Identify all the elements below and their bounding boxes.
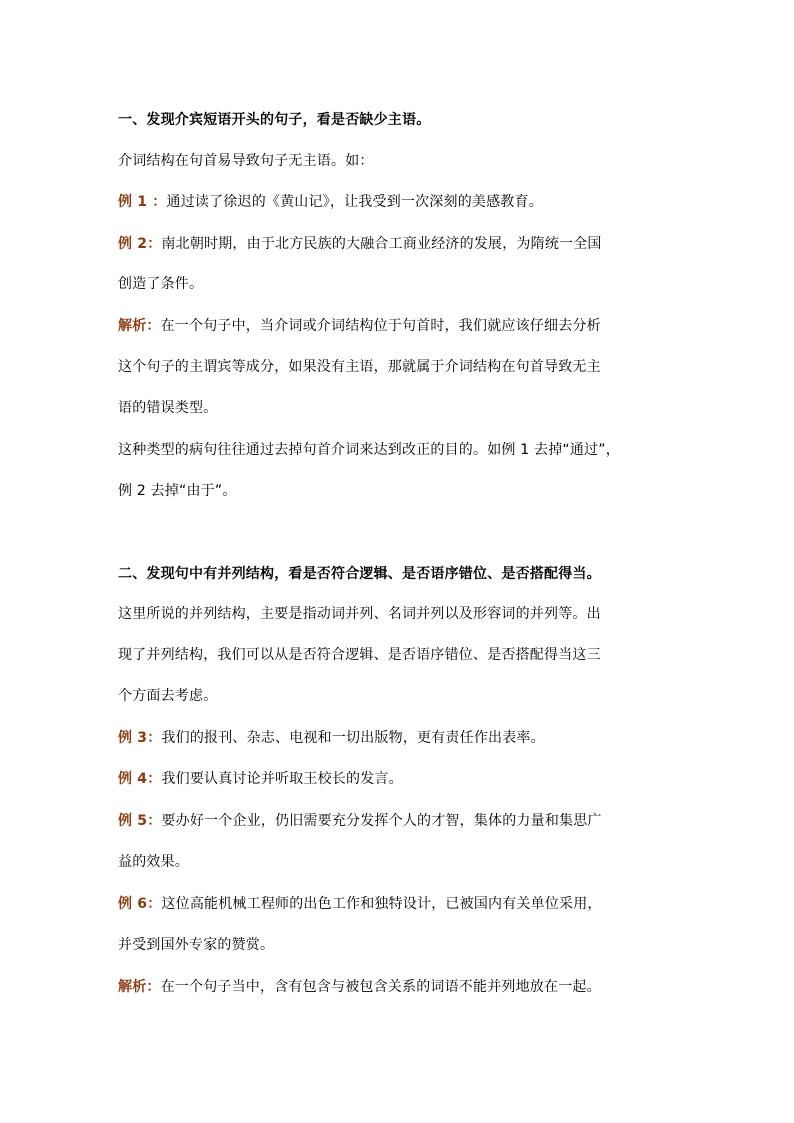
analysis-2-text: 在一个句子当中，含有包含与被包含关系的词语不能并列地放在一起。 [160, 979, 601, 995]
example-4-label: 例 4： [118, 771, 162, 787]
section2-intro-line-2: 现了并列结构，我们可以从是否符合逻辑、是否语序错位、是否搭配得当这三 [118, 647, 601, 663]
section2-intro-line-3: 个方面去考虑。 [118, 688, 218, 704]
example-2-continuation: 创造了条件。 [118, 276, 204, 292]
analysis-1-label: 解析： [118, 318, 161, 334]
example-5-text: 要办好一个企业，仍旧需要充分发挥个人的才智，集体的力量和集思广 [161, 813, 602, 829]
example-5-label: 例 5： [118, 813, 162, 829]
section1-intro: 介词结构在句首易导致句子无主语。如： [118, 153, 374, 169]
example-3-label: 例 3： [118, 730, 162, 746]
example-2-text: 南北朝时期，由于北方民族的大融合工商业经济的发展，为隋统一全国 [161, 236, 602, 252]
example-5 [118, 811, 602, 831]
note-line-2: 例 2 去掉“由于”。 [118, 483, 237, 499]
example-4 [118, 769, 403, 789]
analysis-2-label: 解析： [118, 979, 161, 995]
section1-heading: 一、发现介宾短语开头的句子，看是否缺少主语。 [118, 112, 431, 128]
example-6-continuation: 并受到国外专家的赞赏。 [118, 937, 275, 953]
example-1-label: 例 1 ： [118, 194, 167, 210]
section2-intro-line-1: 这里所说的并列结构，主要是指动词并列、名词并列以及形容词的并列等。出 [118, 606, 601, 622]
example-1-text: 通过读了徐迟的《黄山记》，让我受到一次深刻的美感教育。 [166, 194, 543, 210]
note-line-1: 这种类型的病句往往通过去掉句首介词来达到改正的目的。如例 1 去掉“通过”， [118, 442, 620, 458]
analysis-1-line-2: 这个句子的主谓宾等成分，如果没有主语，那就属于介词结构在句首导致无主 [118, 359, 601, 375]
analysis-1-text: 在一个句子中，当介词或介词结构位于句首时，我们就应该仔细去分析 [160, 318, 601, 334]
analysis-1-line-3: 语的错误类型。 [118, 400, 218, 416]
example-3-text: 我们的报刊、杂志、电视和一切出版物，更有责任作出表率。 [161, 730, 545, 746]
example-5-continuation: 益的效果。 [118, 854, 189, 870]
example-3 [118, 728, 545, 748]
analysis-2 [118, 977, 601, 997]
example-2-label: 例 2： [118, 236, 162, 252]
example-1 [118, 192, 543, 212]
example-2 [118, 234, 602, 254]
example-6-text: 这位高能机械工程师的出色工作和独特设计，已被国内有关单位采用， [161, 896, 602, 912]
example-4-text: 我们要认真讨论并听取王校长的发言。 [161, 771, 403, 787]
example-6-label: 例 6： [118, 896, 162, 912]
section2-heading: 二、发现句中有并列结构，看是否符合逻辑、是否语序错位、是否搭配得当。 [118, 566, 601, 582]
analysis-1 [118, 316, 601, 336]
example-6 [118, 894, 602, 914]
